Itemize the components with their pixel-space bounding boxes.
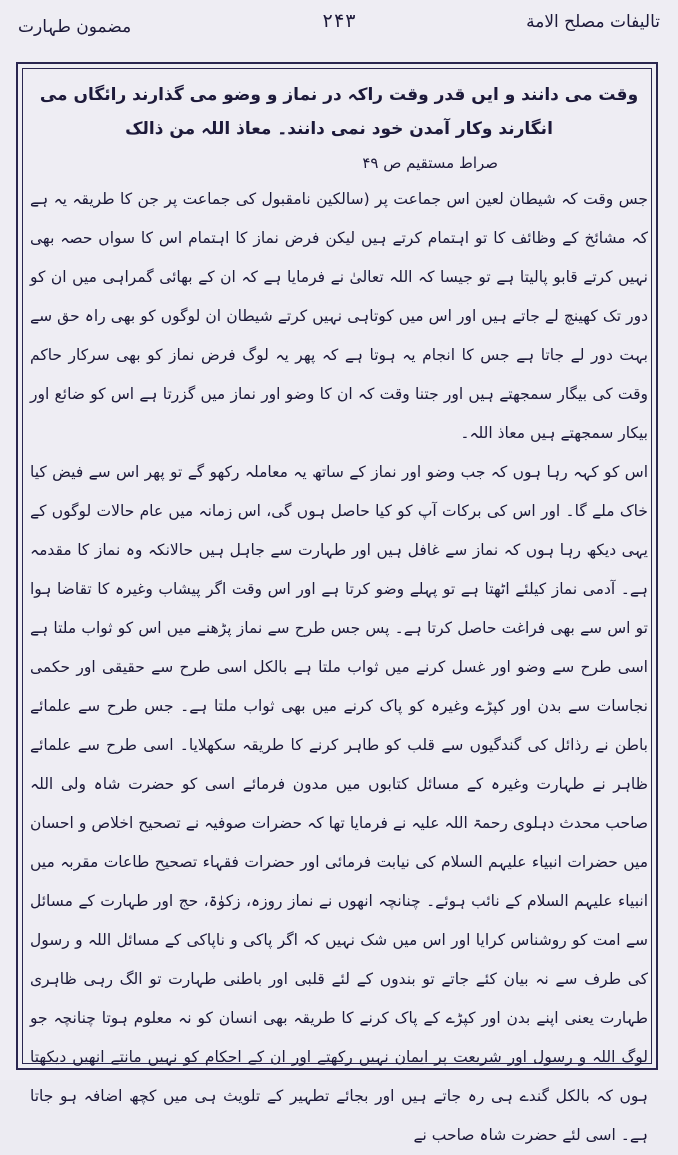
book-title: تالیفات مصلح الامة: [526, 12, 660, 32]
page-body: [30, 78, 648, 1155]
paragraph-2: اس کو کہہ رہا ہوں کہ جب وضو اور نماز کے ساتھ یہ معاملہ رکھو گے تو پھر اس سے فیض کیا خاک ملے گا۔ اور اس کی برکات آپ کو کیا حاصل ہوں گی، اس زمانہ میں عام حالات لوگوں کے یہی دیکھ رہا ہوں کہ نماز سے غافل ہیں اور طہارت سے جاہل ہیں حالانکہ وہ نماز کا مقدمہ ہے۔ آدمی نماز کیلئے اٹھتا ہے تو پہلے وضو کرتا ہے اور اس وقت اگر پیشاب وغیرہ کا تقاضا ہوا تو اس سے بھی فراغت حاصل کرتا ہے۔ پس جس طرح سے نماز پڑھنے میں اس کو ثواب ملتا ہے اسی طرح سے وضو اور غسل کرنے میں ثواب ملتا ہے بالکل اسی طرح سے حقیقی اور حکمی نجاسات سے بدن اور کپڑے وغیرہ کو پاک کرنے میں بھی ثواب ملتا ہے۔ جس طرح سے علمائے باطن نے رذائل کی گندگیوں سے قلب کو طاہر کرنے کا طریقہ سکھلایا۔ اسی طرح سے علمائے ظاہر نے طہارت وغیرہ کے مسائل کتابوں میں مدون فرمائے اسی کو حضرت شاہ ولی اللہ صاحب محدث دہلوی رحمۃ اللہ علیہ نے فرمایا تھا کہ حضرات صوفیہ نے تصحیح اخلاص و احسان میں حضرات انبیاء علیہم السلام کی نیابت فرمائی اور حضرات فقہاء تصحیح طاعات مقربہ میں انبیاء علیہم السلام کے نائب ہوئے۔ چنانچہ انھوں نے نماز روزہ، زکوٰۃ، حج اور طہارت کے مسائل سے امت کو روشناس کرایا اور اس میں شک نہیں کہ اگر پاکی و ناپاکی کے مسائل اللہ و رسول کی طرف سے نہ بیان کئے جاتے تو بندوں کے لئے قلبی اور باطنی طہارت تو الگ رہی ظاہری طہارت یعنی اپنے بدن اور کپڑے کے پاک کرنے کا طریقہ بھی انسان کو نہ معلوم ہوتا چنانچہ جو لوگ اللہ و رسول اور شریعت پر ایمان نہیں رکھتے اور ان کے احکام کو نہیں مانتے انھیں دیکھتا ہوں کہ بالکل گندے ہی رہ جاتے ہیں اور بجائے تطہیر کے تلویث ہی میں کچھ اضافہ ہو جاتا ہے۔ اسی لئے حضرت شاہ صاحب نے: [30, 463, 648, 1144]
source-reference: صراط مستقیم ص ۴۹: [362, 154, 498, 172]
page-header: [18, 8, 660, 48]
topic-title: مضمون طہارت: [18, 17, 132, 37]
persian-quote: وقت می دانند و ایں قدر وقت راکہ در نماز و وضو می گذارند رائگاں می انگارند وکار آمدن خود نمی دانند۔ معاذ اللہ من ذالک: [39, 85, 639, 139]
page-number: ۲۴۳: [321, 10, 357, 32]
paragraph-1: جس وقت کہ شیطان لعین اس جماعت پر (سالکین نامقبول کی جماعت پر جن کا طریقہ یہ ہے کہ مشائخ کے وظائف کا تو اہتمام کرتے ہیں لیکن فرض نماز کا اہتمام اس کا سواں حصہ بھی نہیں کرتے قابو پالیتا ہے تو جیسا کہ اللہ تعالیٰ نے فرمایا ہے کہ ان کے بھائی گمراہی میں ان کو دور تک کھینچ لے جاتے ہیں اور اس میں کوتاہی نہیں کرتے شیطان ان لوگوں کو بھی راہ حق سے بہت دور لے جاتا ہے جس کا انجام یہ ہوتا ہے کہ پھر یہ لوگ فرض نماز کو بھی سرکار حاکم وقت کی بیگار سمجھتے ہیں اور جتنا وقت کہ ان کا وضو اور نماز میں گزرتا ہے اس کو ضائع اور بیکار سمجھتے ہیں معاذ اللہ۔: [30, 190, 648, 442]
